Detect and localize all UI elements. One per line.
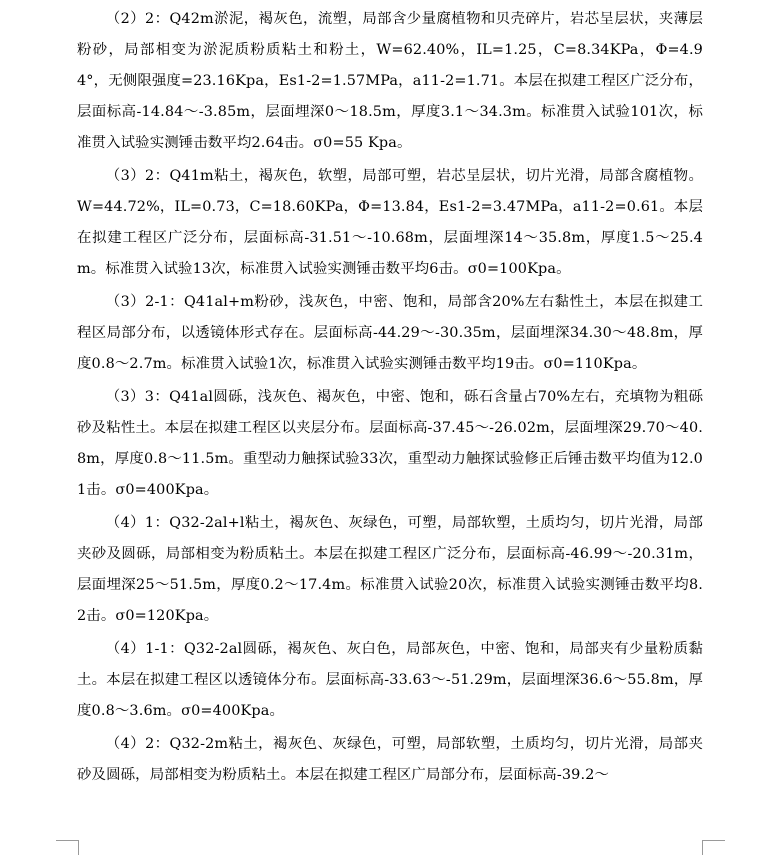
paragraph-layer-2-2-silt: （2）2：Q42m淤泥，褐灰色，流塑，局部含少量腐植物和贝壳碎片，岩芯呈层状，夹薄层粉砂，局部相变为淤泥质粉质粘土和粉土，W=62.40%，IL=1.25，C=8.34KPa，Φ=4.94°，无侧限强度=23.16Kpa，Es1-2=1.57MPa，a11-2=1.71。本层在拟建工程区广泛分布，层面标高-14.84～-3.85m，层面埋深0～18.5m，厚度3.1～34.3m。标准贯入试验101次，标准贯入试验实测锤击数平均2.64击。σ0=55 Kpa。 (77, 11, 703, 151)
paragraph-layer-4-1-clay: （4）1：Q32-2al+l粘土，褐灰色、灰绿色，可塑，局部软塑，土质均匀，切片光滑，局部夹砂及圆砾，局部相变为粉质粘土。本层在拟建工程区广泛分布，层面标高-46.99～-20.31m，层面埋深25～51.5m，厚度0.2～17.4m。标准贯入试验20次，标准贯入试验实测锤击数平均8.2击。σ0=120Kpa。 (77, 515, 703, 624)
paragraph-layer-3-2-1-fine-sand: （3）2-1：Q41al+m粉砂，浅灰色，中密、饱和，局部含20%左右黏性土，本层在拟建工程区局部分布，以透镜体形式存在。层面标高-44.29～-30.35m，层面埋深34.30～48.8m，厚度0.8～2.7m。标准贯入试验1次，标准贯入试验实测锤击数平均19击。σ0=110Kpa。 (77, 294, 703, 372)
left-crop-mark (56, 840, 79, 855)
right-crop-mark (702, 840, 725, 855)
paragraph-layer-3-2-clay: （3）2：Q41m粘土，褐灰色，软塑，局部可塑，岩芯呈层状，切片光滑，局部含腐植物。W=44.72%，IL=0.73，C=18.60KPa，Φ=13.84，Es1-2=3.47MPa，a11-2=0.61。本层在拟建工程区广泛分布，层面标高-31.51～-10.68m，层面埋深14～35.8m，厚度1.5～25.4m。标准贯入试验13次，标准贯入试验实测锤击数平均6击。σ0=100Kpa。 (77, 168, 703, 277)
document-body (77, 4, 703, 793)
paragraph-layer-4-1-1-gravel: （4）1-1：Q32-2al圆砾，褐灰色、灰白色，局部灰色，中密、饱和，局部夹有少量粉质黏土。本层在拟建工程区以透镜体分布。层面标高-33.63～-51.29m，层面埋深36.6～55.8m，厚度0.8～3.6m。σ0=400Kpa。 (77, 641, 703, 719)
paragraph-layer-3-3-gravel: （3）3：Q41al圆砾，浅灰色、褐灰色，中密、饱和，砾石含量占70%左右，充填物为粗砾砂及粘性土。本层在拟建工程区以夹层分布。层面标高-37.45～-26.02m，层面埋深29.70～40.8m，厚度0.8～11.5m。重型动力触探试验33次，重型动力触探试验修正后锤击数平均值为12.01击。σ0=400Kpa。 (77, 389, 703, 498)
paragraph-layer-4-2-clay: （4）2：Q32-2m粘土，褐灰色、灰绿色，可塑，局部软塑，土质均匀，切片光滑，局部夹砂及圆砾，局部相变为粉质粘土。本层在拟建工程区广局部分布，层面标高-39.2～ (77, 736, 703, 783)
